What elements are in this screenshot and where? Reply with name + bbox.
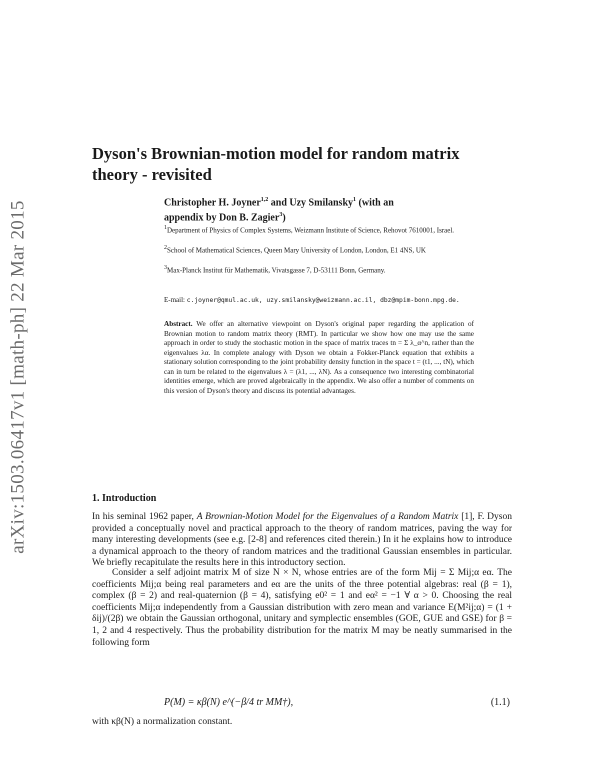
paragraph-2: Consider a self adjoint matrix M of size N × N, whose entries are of the form Mij = Σ Mij;α eα. The coefficients Mij;α being real parameters and eα are the units of the three potential algebras: real (β = 1), complex (β = 2) and real-quaternion (β = 4), satisfying e0² = 1 and eα² = −1 ∀ α > 0. Choosing the real coefficients Mij;α independently from a Gaussian distribution with zero mean and variance E(M²ij;α) = (1 + δij)/(2β) we obtain the Gaussian orthogonal, unitary and symplectic ensembles (GOE, GUE and GSE) for β = 1, 2 and 4 respectively. Thus the probability distribution for the matrix M may be neatly summarised in the following form [92,568,512,648]
affiliation-mark: 3 [164,265,167,271]
affiliation-mark: 1 [353,197,357,203]
email-label: E-mail: [164,296,187,304]
equation-number: (1.1) [490,697,510,708]
affiliation-mark: 2 [164,245,167,251]
affiliation-2 [164,244,474,256]
email-addresses[interactable]: c.joyner@qmul.ac.uk, uzy.smilansky@weizmann.ac.il, dbz@mpim-bonn.mpg.de. [186,297,460,304]
paper-title: Dyson's Brownian-motion model for random matrix theory - revisited [92,144,460,184]
affiliation-text: Department of Physics of Complex Systems, Weizmann Institute of Science, Rehovot 7610001, Israel. [167,226,455,235]
affiliation-mark: 3 [279,212,283,219]
affiliation-1 [164,224,474,236]
paragraph-1 [92,512,512,570]
cited-paper-title: A Brownian-Motion Model for the Eigenvalues of a Random Matrix [196,512,459,522]
affiliation-mark: 1,2 [260,197,269,203]
author-text: and Uzy Smilansky [268,197,354,209]
paragraph-text: In his seminal 1962 paper, [92,512,197,522]
paragraph-text: [1], F. Dyson provided a conceptually novel and practical approach to the theory of random matrices, paving the way for many interesting developments (see e.g. [2-8] and references cited therein.) In it he explains how to introduce a dynamical approach to the theory of random matrices and the traditional Gaussian ensembles in particular. We briefly recapitulate the results here in this introductory section. [92,512,512,569]
affiliation-mark: 1 [164,225,167,231]
abstract-text: We offer an alternative viewpoint on Dyson's original paper regarding the application of Brownian motion to random matrix theory (RMT). In particular we show how one may use the same approach in order to study the stochastic motion in the space of matrix traces tn = Σ λ_α^n, rather than the eigenvalues λα. In complete analogy with Dyson we obtain a Fokker-Planck equation that exhibits a stationary solution corresponding to the joint probability density function in the space t = (t1, ..., tN), which can in turn be related to the eigenvalues λ = (λ1, ..., λN). As a consequence two interesting combinatorial identities emerge, which are proved algebraically in the appendix. We also offer a number of comments on this version of Dyson's theory and discuss its potential advantages. [164,320,474,395]
affiliation-text: Max-Planck Institut für Mathematik, Vivatsgasse 7, D-53111 Bonn, Germany. [167,266,386,275]
affiliation-text: School of Mathematical Sciences, Queen Mary University of London, London, E1 4NS, UK [167,246,426,255]
abstract-label: Abstract. [164,320,193,328]
equation-formula: P(M) = κβ(N) e^(−β/4 tr MM†), [164,697,294,708]
section-heading-introduction: 1. Introduction [92,493,157,504]
author-text: ) [282,212,286,224]
affiliation-3 [164,264,474,276]
abstract [164,320,474,396]
arxiv-identifier-text: arXiv:1503.06417v1 [math-ph] 22 Mar 2015 [8,200,30,554]
equation-1-1 [92,697,512,711]
email-block [164,296,464,306]
arxiv-identifier-stamp [2,182,36,572]
author-text: appendix by Don B. Zagier [164,212,280,224]
paragraph-3: with κβ(N) a normalization constant. [92,717,233,727]
author-text: (with an [356,197,394,209]
author-list [164,194,484,225]
author-text: Christopher H. Joyner [164,197,261,209]
